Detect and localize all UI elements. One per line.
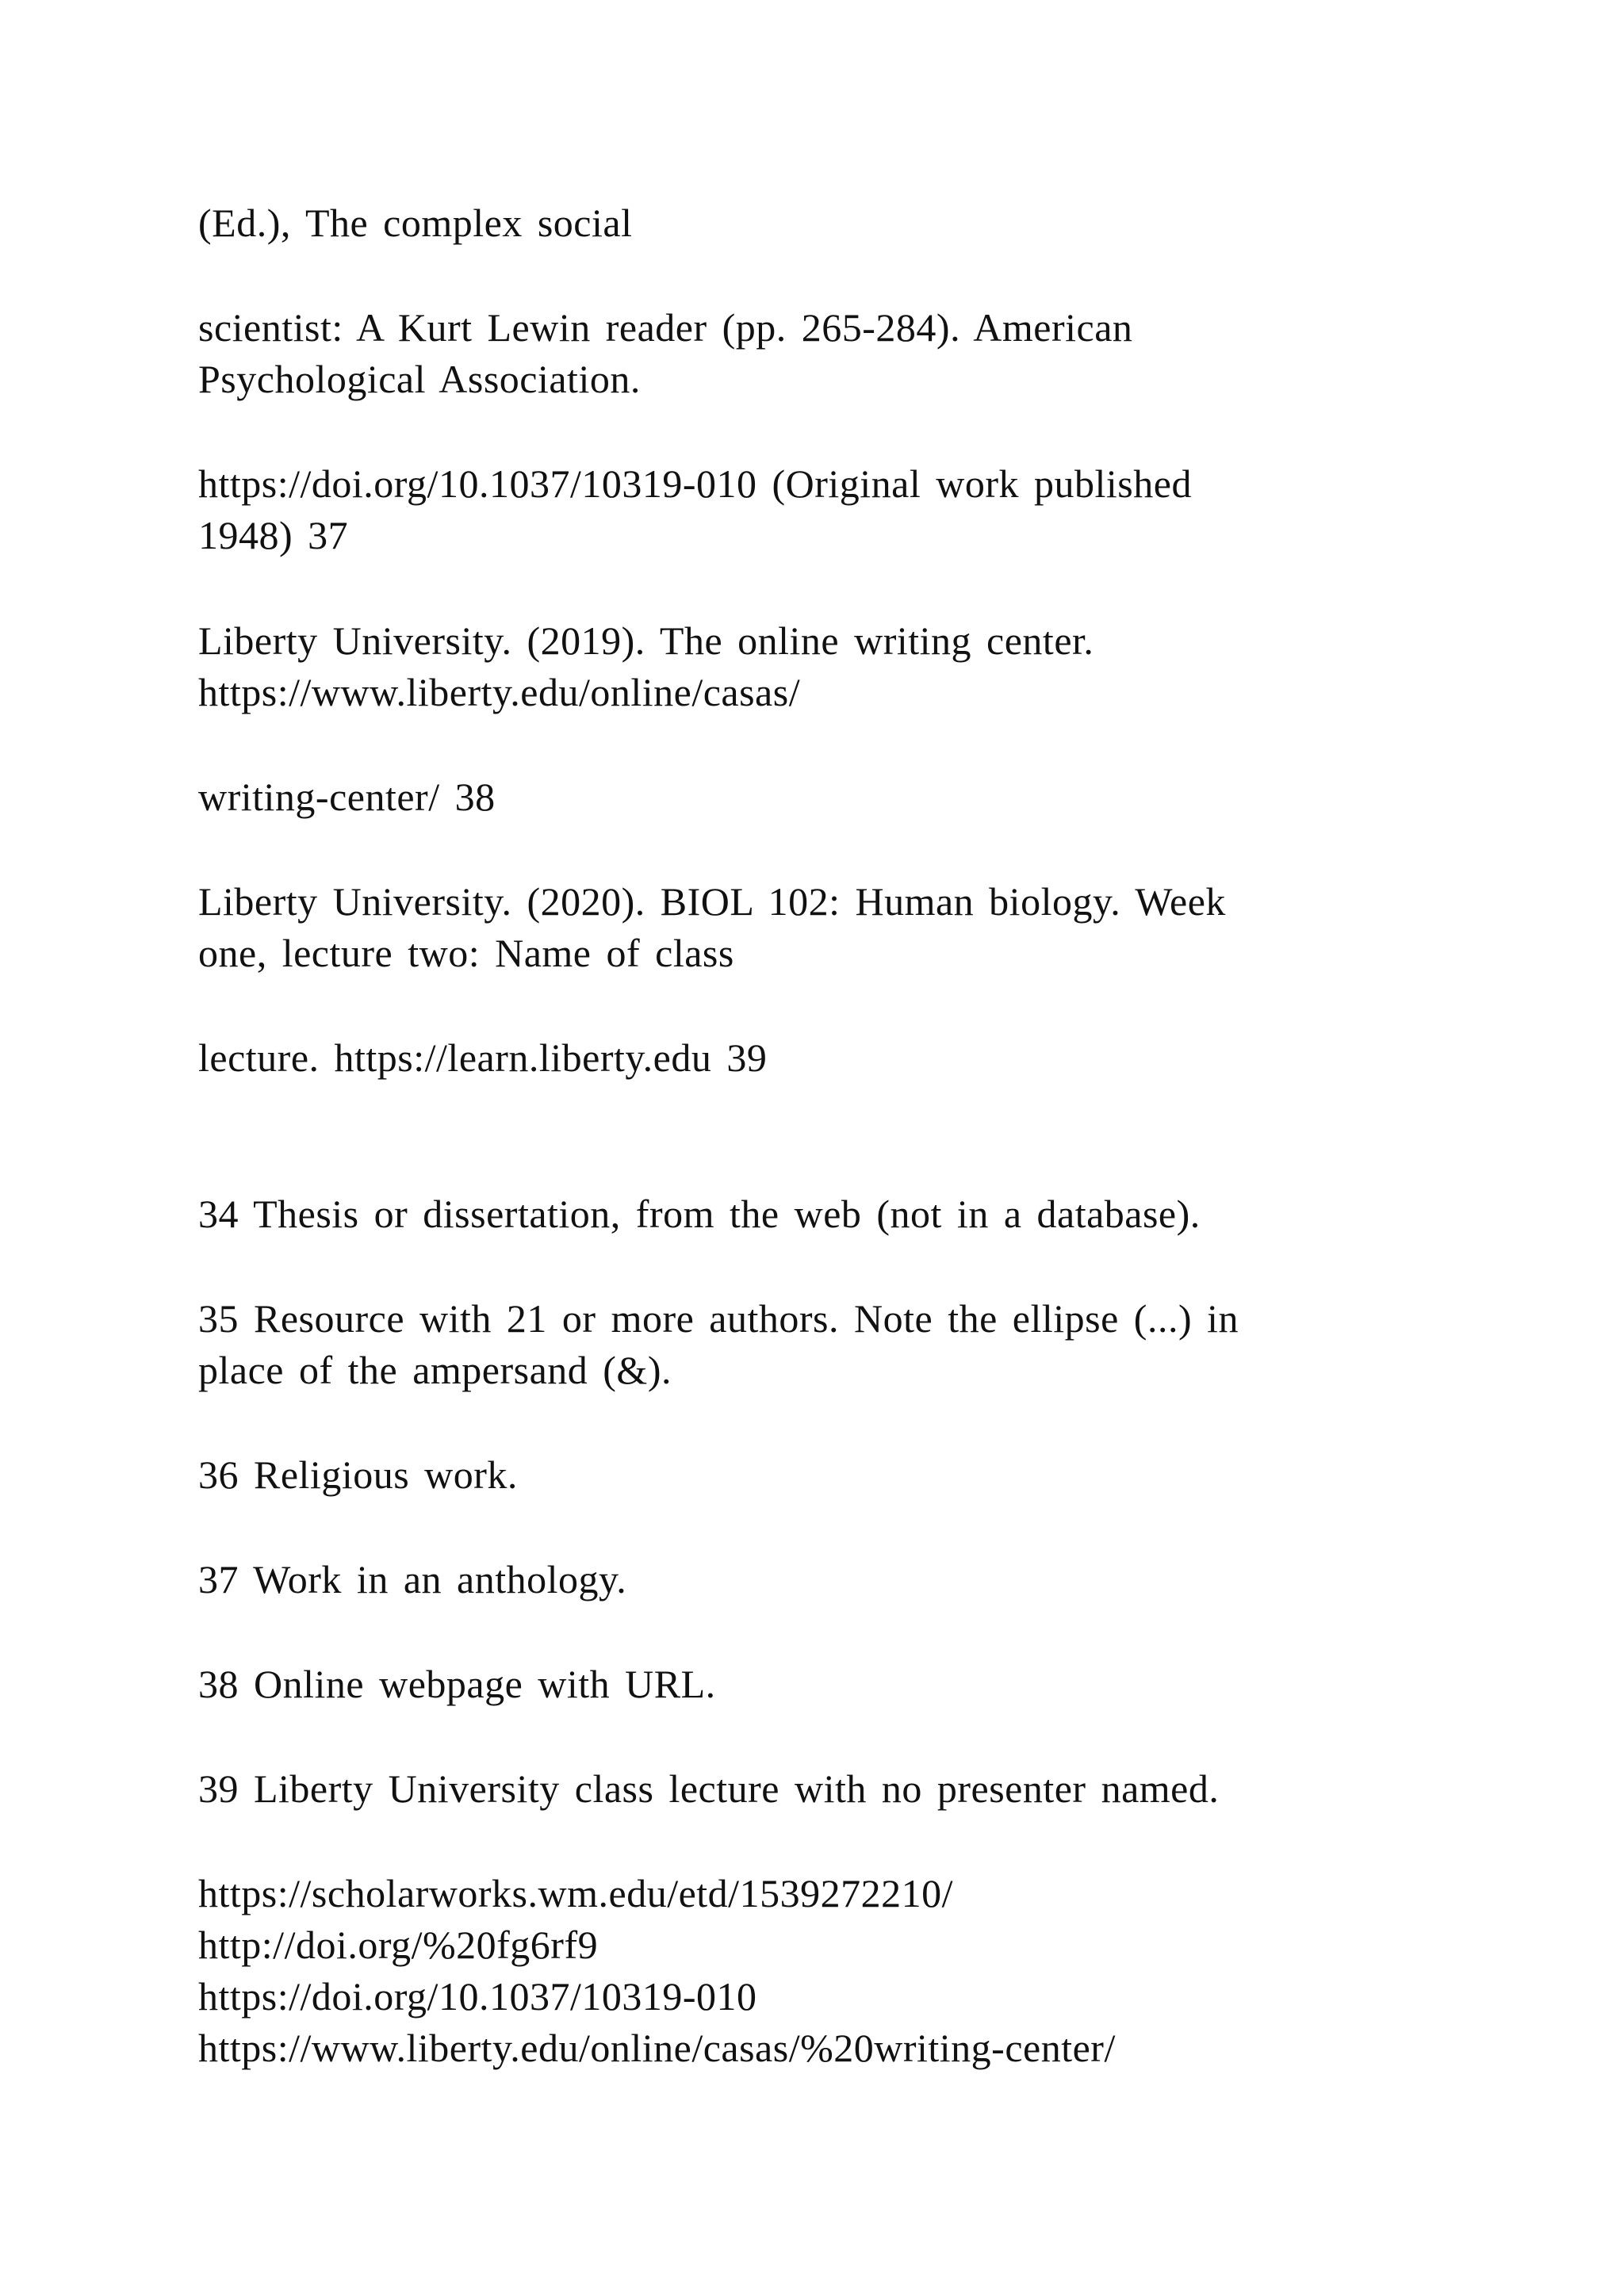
footnote: 38 Online webpage with URL. (198, 1662, 716, 1706)
reference-line: 1948) 37 (198, 513, 349, 557)
footnote: 39 Liberty University class lecture with no presenter named. (198, 1766, 1220, 1811)
reference-line: (Ed.), The complex social (198, 201, 633, 245)
footnote: 36 Religious work. (198, 1452, 518, 1497)
link-url[interactable]: http://doi.org/%20fg6rf9 (198, 1923, 599, 1967)
footnote: place of the ampersand (&). (198, 1348, 672, 1392)
link-url[interactable]: https://www.liberty.edu/online/casas/%20writing-center/ (198, 2026, 1116, 2070)
footnote: 34 Thesis or dissertation, from the web (not in a database). (198, 1192, 1201, 1236)
reference-line: writing-center/ 38 (198, 775, 496, 819)
footnote: 37 Work in an anthology. (198, 1557, 627, 1601)
reference-line: Psychological Association. (198, 357, 641, 401)
reference-line: one, lecture two: Name of class (198, 931, 734, 975)
reference-line: Liberty University. (2019). The online writing center. (198, 618, 1094, 663)
reference-line: Liberty University. (2020). BIOL 102: Human biology. Week (198, 879, 1226, 924)
link-url[interactable]: https://scholarworks.wm.edu/etd/1539272210/ (198, 1871, 953, 1915)
reference-line: https://www.liberty.edu/online/casas/ (198, 670, 801, 714)
link-url[interactable]: https://doi.org/10.1037/10319-010 (198, 1974, 757, 2019)
footnote: 35 Resource with 21 or more authors. Note the ellipse (...) in (198, 1296, 1239, 1341)
reference-line: https://doi.org/10.1037/10319-010 (Original work published (198, 461, 1192, 506)
reference-line: lecture. https://learn.liberty.edu 39 (198, 1035, 768, 1080)
reference-line: scientist: A Kurt Lewin reader (pp. 265-284). American (198, 305, 1133, 350)
